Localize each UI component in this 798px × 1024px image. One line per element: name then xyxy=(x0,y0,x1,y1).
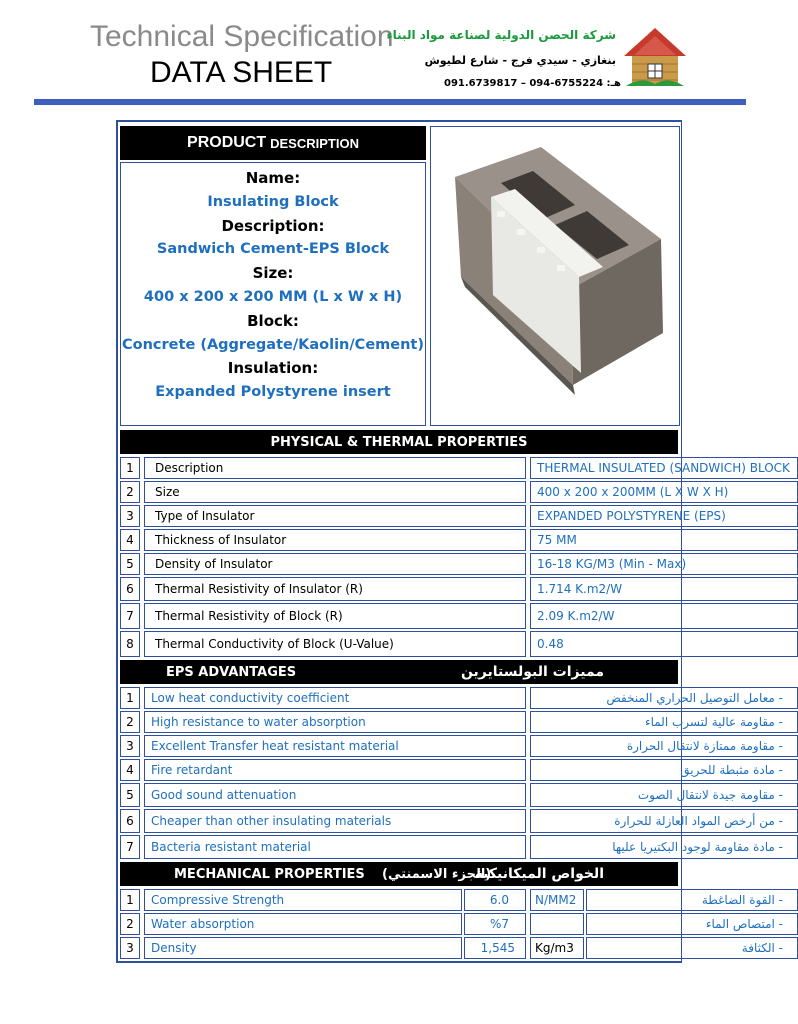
property-value: 0.48 xyxy=(530,631,798,657)
physical-thermal-heading xyxy=(120,430,678,454)
eps-heading-ar: مميزات البولستايرين xyxy=(460,664,604,680)
table-row xyxy=(120,889,783,911)
property-value: EXPANDED POLYSTYRENE (EPS) xyxy=(530,505,798,527)
mech-property-value: 1,545 xyxy=(464,937,526,959)
mechanical-heading-ar2: الخواص الميكانيكية xyxy=(474,866,604,882)
document-subtitle: DATA SHEET xyxy=(150,56,333,89)
table-row xyxy=(120,937,783,959)
table-row xyxy=(120,577,678,601)
row-number: 3 xyxy=(120,505,140,527)
mechanical-heading-ar1: (الجزء الاسمنتي) xyxy=(382,866,492,882)
property-name: Thickness of Insulator xyxy=(144,529,526,551)
mech-property-ar: - القوة الضاغطة xyxy=(586,889,798,911)
field-value: Insulating Block xyxy=(207,193,339,210)
table-row xyxy=(120,457,790,479)
advantage-ar: - مقاومة جيدة لانتقال الصوت xyxy=(530,783,798,807)
row-number: 6 xyxy=(120,809,140,833)
property-name: Thermal Resistivity of Block (R) xyxy=(144,603,526,629)
property-name: Description xyxy=(144,457,526,479)
property-value: THERMAL INSULATED (SANDWICH) BLOCK xyxy=(530,457,798,479)
property-name: Thermal Conductivity of Block (U-Value) xyxy=(144,631,526,657)
table-row xyxy=(120,913,783,935)
house-logo-icon xyxy=(622,24,688,90)
physical-thermal-title: PHYSICAL & THERMAL PROPERTIES xyxy=(270,434,528,450)
header-divider xyxy=(34,99,746,105)
property-value: 75 MM xyxy=(530,529,798,551)
field-label: Size: xyxy=(252,264,294,283)
field-label: Block: xyxy=(247,311,299,330)
property-value: 400 x 200 x 200MM (L X W X H) xyxy=(530,481,798,503)
company-logo-block xyxy=(386,24,706,94)
list-item xyxy=(120,809,783,833)
advantage-en: Cheaper than other insulating materials xyxy=(144,809,526,833)
row-number: 4 xyxy=(120,759,140,781)
table-row xyxy=(120,505,726,527)
row-number: 4 xyxy=(120,529,140,551)
advantage-en: High resistance to water absorption xyxy=(144,711,526,733)
mech-property-name: Density xyxy=(144,937,462,959)
property-name: Size xyxy=(144,481,526,503)
document-title: Technical Specification xyxy=(90,20,394,53)
advantage-en: Fire retardant xyxy=(144,759,526,781)
product-image-box xyxy=(430,126,680,426)
field-value: Concrete (Aggregate/Kaolin/Cement) xyxy=(122,336,424,353)
row-number: 6 xyxy=(120,577,140,601)
field-value: 400 x 200 x 200 MM (L x W x H) xyxy=(143,288,403,305)
mech-property-unit: Kg/m3 xyxy=(530,937,584,959)
list-item xyxy=(120,687,783,709)
table-row xyxy=(120,631,678,657)
property-name: Type of Insulator xyxy=(144,505,526,527)
eps-advantages-heading xyxy=(120,660,678,684)
company-address: بنغازي - سيدي فرج - شارع لطيوش xyxy=(424,54,616,67)
mech-property-value: 6.0 xyxy=(464,889,526,911)
row-number: 1 xyxy=(120,687,140,709)
list-item xyxy=(120,735,783,757)
table-row xyxy=(120,481,729,503)
advantage-en: Low heat conductivity coefficient xyxy=(144,687,526,709)
table-row xyxy=(120,529,678,551)
field-value: Expanded Polystyrene insert xyxy=(155,384,391,401)
mech-property-ar: - امتصاص الماء xyxy=(586,913,798,935)
advantage-ar: - مادة مثبطة للحريق xyxy=(530,759,798,781)
advantage-ar: - مقاومة عالية لتسرب الماء xyxy=(530,711,798,733)
row-number: 1 xyxy=(120,457,140,479)
property-value: 2.09 K.m2/W xyxy=(530,603,798,629)
heading-description: DESCRIPTION xyxy=(270,135,359,151)
row-number: 3 xyxy=(120,735,140,757)
mech-property-ar: - الكثافة xyxy=(586,937,798,959)
advantage-ar: - مادة مقاومة لوجود البكتيريا عليها xyxy=(530,835,798,859)
mech-property-unit xyxy=(530,913,584,935)
property-name: Density of Insulator xyxy=(144,553,526,575)
row-number: 5 xyxy=(120,553,140,575)
row-number: 7 xyxy=(120,603,140,629)
mech-property-unit: N/MM2 xyxy=(530,889,584,911)
mechanical-properties-heading xyxy=(120,862,678,886)
row-number: 8 xyxy=(120,631,140,657)
field-label: Insulation: xyxy=(227,359,319,378)
row-number: 5 xyxy=(120,783,140,807)
property-name: Thermal Resistivity of Insulator (R) xyxy=(144,577,526,601)
row-number: 2 xyxy=(120,481,140,503)
property-value: 1.714 K.m2/W xyxy=(530,577,798,601)
mech-property-name: Compressive Strength xyxy=(144,889,462,911)
advantage-ar: - معامل التوصيل الحراري المنخفض xyxy=(530,687,798,709)
property-value: 16-18 KG/M3 (Min - Max) xyxy=(530,553,798,575)
block-photo-icon xyxy=(431,127,679,425)
product-description-heading xyxy=(120,126,426,160)
product-description-box xyxy=(120,162,426,426)
eps-heading-en: EPS ADVANTAGES xyxy=(166,664,297,680)
list-item xyxy=(120,759,783,781)
row-number: 3 xyxy=(120,937,140,959)
field-label: Description: xyxy=(221,216,325,235)
table-row xyxy=(120,603,678,629)
heading-product: PRODUCT xyxy=(187,134,267,151)
advantage-ar: - مقاومة ممتازة لانتقال الحرارة xyxy=(530,735,798,757)
field-value: Sandwich Cement-EPS Block xyxy=(156,241,390,258)
mechanical-heading-en: MECHANICAL PROPERTIES xyxy=(174,866,365,882)
company-name: شركة الحصن الدولية لصناعة مواد البناء xyxy=(386,28,616,42)
row-number: 1 xyxy=(120,889,140,911)
advantage-en: Good sound attenuation xyxy=(144,783,526,807)
advantage-en: Excellent Transfer heat resistant material xyxy=(144,735,526,757)
field-label: Name: xyxy=(245,169,301,187)
list-item xyxy=(120,783,783,807)
list-item xyxy=(120,835,783,859)
row-number: 7 xyxy=(120,835,140,859)
table-row xyxy=(120,553,687,575)
row-number: 2 xyxy=(120,711,140,733)
row-number: 2 xyxy=(120,913,140,935)
list-item xyxy=(120,711,783,733)
advantage-ar: - من أرخص المواد العازلة للحرارة xyxy=(530,809,798,833)
company-phone: 091.6739817 – 094-6755224 :هـ xyxy=(444,78,621,89)
mech-property-name: Water absorption xyxy=(144,913,462,935)
advantage-en: Bacteria resistant material xyxy=(144,835,526,859)
mech-property-value: %7 xyxy=(464,913,526,935)
